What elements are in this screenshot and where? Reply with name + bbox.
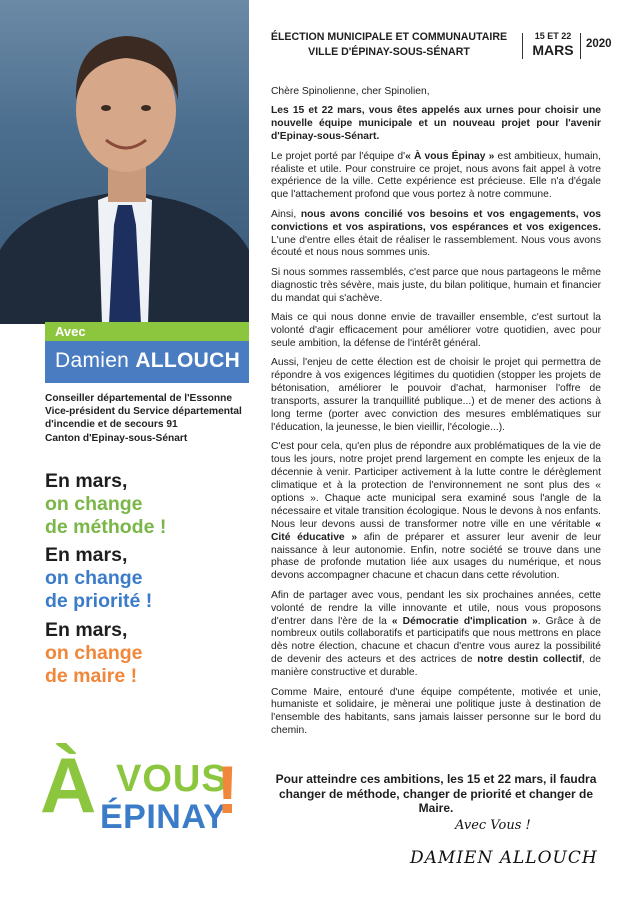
role-line: Canton d'Epinay-sous-Sénart <box>45 432 188 444</box>
candidate-name <box>55 349 240 373</box>
letter-emphasis: notre destin collectif <box>477 654 582 666</box>
letter-paragraph <box>271 209 601 261</box>
election-title <box>262 30 516 60</box>
portrait-illustration <box>0 0 249 324</box>
election-dates: 15 ET 22 <box>534 31 572 41</box>
slogan-line: de méthode ! <box>45 516 167 538</box>
candidate-roles <box>45 392 249 445</box>
election-month: MARS <box>532 42 574 58</box>
letter-paragraph: Comme Maire, entouré d'une équipe compétente, motivée et unie, humaniste et solidaire, je mènerai une politique juste à destination de l'ensemble des habitants, sans jamais laisser personne sur le bord du chemin. <box>271 686 601 737</box>
header-divider <box>522 33 523 59</box>
slogan-maire <box>45 619 143 688</box>
slogan-line: on change <box>45 567 143 589</box>
slogan-line: on change <box>45 493 143 515</box>
slogan-line: on change <box>45 642 143 664</box>
avec-label: Avec <box>55 324 86 339</box>
letter-text: afin de préparer et assurer leur avenir de leur naissance à leur autonomie. Enfin, notre société se trouve dans une phase de profonde mutation liée aux usages du numérique, et nous devons accompagner chacune et chacun dans cette révolution. <box>271 531 601 582</box>
avec-band <box>45 322 249 341</box>
logo-epinay: ÉPINAY <box>100 798 227 836</box>
letter-emphasis: Les 15 et 22 mars, vous êtes appelés aux urnes pour choisir une nouvelle équipe municipale et un nouveau projet pour l'avenir d'Epinay-sous-Sénart. <box>271 105 601 143</box>
letter-paragraph <box>271 441 601 583</box>
header-divider <box>580 33 581 59</box>
letter-paragraph: Mais ce qui nous donne envie de travailler ensemble, c'est surtout la volonté d'agir efficacement pour améliorer votre quotidien, avec pour seule ambition, la défense de l'intérêt général. <box>271 312 601 349</box>
letter-text: . Grâce à de nombreux outils collaboratifs et participatifs que nous mettrons en place dès notre élection, chacune et chacun d'entre vous aurez la possibilité de devenir des acteurs et des actrices de <box>271 615 602 666</box>
letter-emphasis: nous avons concilié vos besoins et vos engagements, vos convictions et vos aspirations, vos espérances et vos exigences. <box>271 208 601 233</box>
letter-text: C'est pour cela, qu'en plus de répondre aux problématiques de la vie de tous les jours, notre projet prend largement en compte les enjeux de la décennie à venir. Participer activement à la lutte contre le dérèglement climatique et à la protection de l'environnement ne sont plus des « options ». Chaque acte municipal sera examiné sous l'angle de la nécessaire et vitale transition écologique. Nous le devons à nos enfants. Nous leur devons aussi de transformer notre ville en une véritable <box>271 441 601 530</box>
letter-emphasis: « À vous Épinay » <box>405 150 495 162</box>
logo-vous: VOUS <box>116 758 228 800</box>
letter-emphasis: « Cité éducative » <box>271 518 601 543</box>
slogan-priorite <box>45 544 152 613</box>
letter-text: L'une d'entre elles était de réaliser le rassemblement. Nous vous avons écouté et nous nous sommes unis. <box>271 234 601 259</box>
slogan-methode <box>45 470 166 539</box>
candidate-name-band <box>45 341 249 383</box>
election-year: 2020 <box>586 38 612 50</box>
candidate-last-name: ALLOUCH <box>135 349 241 372</box>
logo-a: À <box>40 741 97 829</box>
letter-paragraph <box>271 151 601 203</box>
letter-paragraph: Aussi, l'enjeu de cette élection est de choisir le projet qui permettra de répondre à vos exigences légitimes du quotidien (stopper les projets de bétonisation, améliorer le pouvoir d'achat, harmoniser l'offre de transports, assurer la tranquillité publique...) et de mener des actions à long terme (porter avec conviction des mesures emblématiques sur l'éducation, la jeunesse, le bien vieillir, l'écologie...). <box>271 357 601 433</box>
slogan-line: de priorité ! <box>45 590 153 612</box>
letter-paragraph: Si nous sommes rassemblés, c'est parce que nous partageons le même diagnostic très sévère, mais juste, du bilan politique, humain et financier du mandat qui s'achève. <box>271 266 601 304</box>
letter-text: Le projet porté par l'équipe d' <box>271 150 406 162</box>
role-line: Conseiller départemental de l'Essonne <box>45 393 232 404</box>
letter-salutation: Chère Spinolienne, cher Spinolien, <box>271 86 430 97</box>
election-title-line2: VILLE D'ÉPINAY-SOUS-SÉNART <box>308 46 470 58</box>
election-title-line1: ÉLECTION MUNICIPALE ET COMMUNAUTAIRE <box>270 31 508 43</box>
letter-body <box>271 86 601 745</box>
letter-text: Ainsi, <box>271 208 301 220</box>
letter-conclusion: Pour atteindre ces ambitions, les 15 et 22 mars, il faudra changer de méthode, changer de priorité et changer de Maire. <box>275 772 597 815</box>
candidate-first-name: Damien <box>55 349 130 372</box>
candidate-photo <box>0 0 249 324</box>
letter-text: Afin de partager avec vous, pendant les six prochaines années, cette volonté de rendre la ville innovante et utile, nous vous proposons d'entrer dans l'ère de la <box>271 589 601 627</box>
signature-avec-vous: Avec Vous ! <box>455 818 531 833</box>
role-line: Vice-président du Service départemental <box>45 406 242 418</box>
slogan-line: de maire ! <box>45 665 138 687</box>
slogan-line: En mars, <box>45 470 128 492</box>
slogan-line: En mars, <box>45 544 128 566</box>
signature-name: DAMIEN ALLOUCH <box>410 848 598 868</box>
letter-text: , de manière constructive et durable. <box>271 654 601 679</box>
letter-paragraph <box>271 105 601 144</box>
slogan-line: En mars, <box>45 619 128 641</box>
logo-exclamation: ! <box>216 752 239 828</box>
role-line: d'incendie et de secours 91 <box>45 419 178 431</box>
letter-text: est ambitieux, humain, réaliste et utile. Pour construire ce projet, nous avons fait appel à votre expérience de la ville. Cette expérience est précieuse. Elle n'a d'égale que l'attachement profond que vous portez à notre commune. <box>271 150 602 201</box>
letter-emphasis: « Démocratie d'implication » <box>391 615 538 627</box>
a-vous-epinay-logo <box>38 740 248 850</box>
letter-paragraph <box>271 590 601 680</box>
